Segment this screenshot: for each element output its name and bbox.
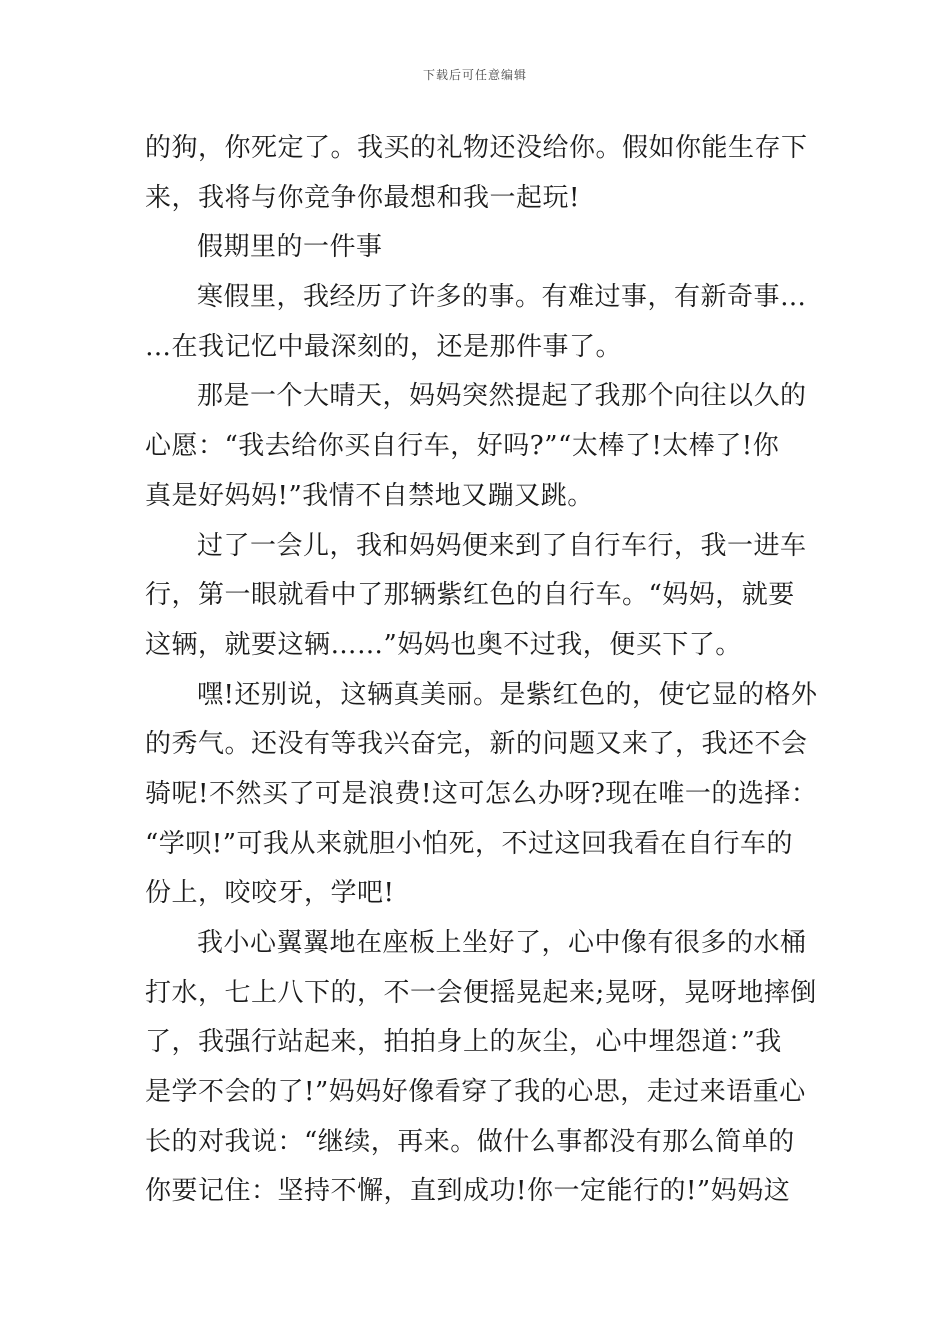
text-line: 我小心翼翼地在座板上坐好了，心中像有很多的水桶 [197,928,807,958]
text-line: 了，我强行站起来，拍拍身上的灰尘，心中埋怨道：”我 [145,1027,782,1058]
text-line: 的秀气。还没有等我兴奋完，新的问题又来了，我还不会 [145,729,808,760]
document-body [145,124,818,1217]
text-line: 行，第一眼就看中了那辆紫红色的自行车。“妈妈，就要 [145,580,795,611]
text-line: 是学不会的了!”妈妈好像看穿了我的心思，走过来语重心 [145,1077,806,1108]
text-line: 嘿!还别说，这辆真美丽。是紫红色的，使它显的格外 [197,679,818,710]
text-line: 你要记住：坚持不懈，直到成功!你一定能行的!”妈妈这 [145,1176,791,1207]
text-line: 来，我将与你竞争你最想和我一起玩! [145,182,580,213]
text-line: 真是好妈妈!”我情不自禁地又蹦又跳。 [145,480,594,511]
text-line: 过了一会儿，我和妈妈便来到了自行车行，我一进车 [197,530,807,561]
text-line: …在我记忆中最深刻的，还是那件事了。 [145,331,623,362]
text-line: 骑呢!不然买了可是浪费!这可怎么办呀?现在唯一的选择： [145,778,818,809]
text-line: 心愿：“我去给你买自行车，好吗?”“太棒了!太棒了!你 [145,431,780,462]
text-line: 寒假里，我经历了许多的事。有难过事，有新奇事… [197,282,807,313]
page-header-note: 下载后可任意编辑 [422,68,527,82]
text-line: 长的对我说：“继续，再来。做什么事都没有那么简单的 [145,1126,795,1157]
text-line: 这辆，就要这辆……”妈妈也奥不过我，便买下了。 [145,629,742,660]
text-line: 的狗，你死定了。我买的礼物还没给你。假如你能生存下 [145,133,808,163]
text-line: 打水，七上八下的，不一会便摇晃起来;晃呀，晃呀地摔倒 [145,977,817,1008]
text-line: 那是一个大晴天，妈妈突然提起了我那个向往以久的 [197,381,807,412]
text-line: 份上，咬咬牙，学吧! [145,878,395,909]
text-line: “学呗!”可我从来就胆小怕死，不过这回我看在自行车的 [145,828,794,859]
section-title: 假期里的一件事 [197,232,383,263]
